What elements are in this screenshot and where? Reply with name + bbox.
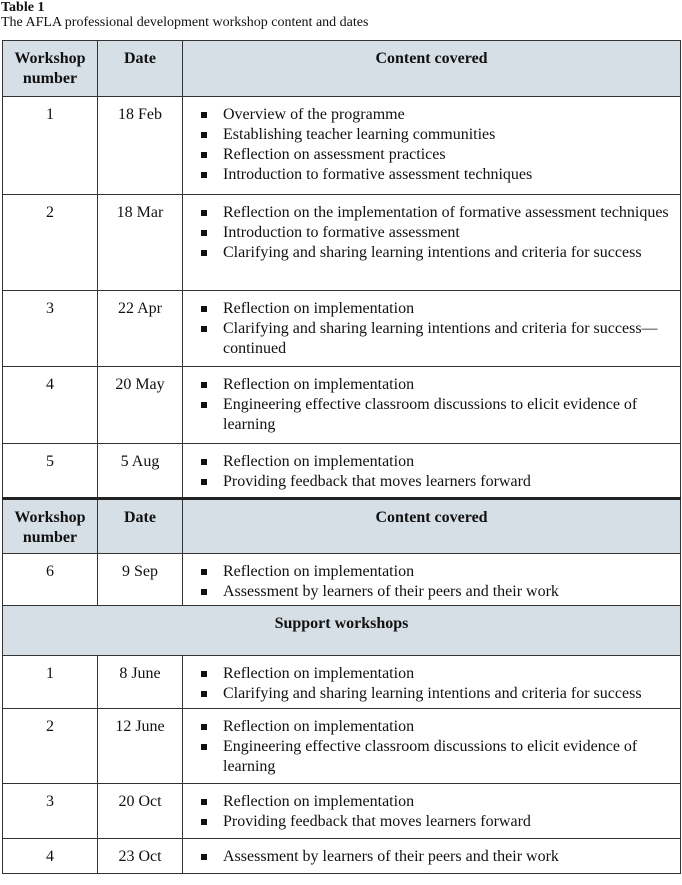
workshop-number: 4 (3, 839, 98, 874)
workshop-date: 20 Oct (98, 784, 183, 839)
content-item: Reflection on assessment practices (183, 145, 674, 165)
workshop-number: 6 (3, 554, 98, 606)
workshop-number: 3 (3, 784, 98, 839)
content-item: Assessment by learners of their peers and their work (183, 847, 674, 867)
content-item: Engineering effective classroom discussions to elicit evidence of learning (183, 737, 674, 777)
content-item: Reflection on implementation (183, 452, 674, 472)
table-row (3, 367, 681, 444)
content-list (183, 97, 680, 185)
header-number: Workshop number (3, 499, 98, 554)
header-content: Content covered (183, 499, 681, 554)
content-item: Clarifying and sharing learning intentions and criteria for success (183, 684, 674, 704)
table-row (3, 554, 681, 606)
content-list (183, 839, 680, 867)
header-row (3, 41, 681, 97)
content-item: Reflection on implementation (183, 664, 674, 684)
content-cell (183, 195, 681, 291)
workshop-date: 8 June (98, 656, 183, 709)
content-list (183, 195, 680, 263)
content-item: Reflection on implementation (183, 717, 674, 737)
workshop-date: 22 Apr (98, 291, 183, 367)
content-item: Reflection on implementation (183, 299, 674, 319)
content-item: Providing feedback that moves learners forward (183, 472, 674, 492)
table-row (3, 709, 681, 784)
content-list (183, 656, 680, 704)
workshop-date: 23 Oct (98, 839, 183, 874)
content-item: Reflection on implementation (183, 562, 674, 582)
workshop-table (2, 40, 681, 874)
table-row (3, 195, 681, 291)
workshop-number: 1 (3, 97, 98, 195)
content-list (183, 367, 680, 435)
workshop-number: 3 (3, 291, 98, 367)
workshop-number: 1 (3, 656, 98, 709)
content-item: Clarifying and sharing learning intentions and criteria for success—continued (183, 319, 674, 359)
content-cell (183, 367, 681, 444)
content-item: Reflection on the implementation of formative assessment techniques (183, 203, 674, 223)
content-cell (183, 291, 681, 367)
content-list (183, 709, 680, 777)
table-row (3, 839, 681, 874)
content-cell (183, 709, 681, 784)
support-header-row (3, 606, 681, 656)
content-list (183, 554, 680, 602)
content-item: Clarifying and sharing learning intentions and criteria for success (183, 243, 674, 263)
content-item: Introduction to formative assessment techniques (183, 165, 674, 185)
table-title: The AFLA professional development workshop content and dates (1, 15, 369, 30)
support-workshops-heading: Support workshops (3, 606, 681, 656)
workshop-date: 9 Sep (98, 554, 183, 606)
content-cell (183, 656, 681, 709)
header-row (3, 499, 681, 554)
header-date: Date (98, 499, 183, 554)
workshop-date: 18 Mar (98, 195, 183, 291)
content-item: Introduction to formative assessment (183, 223, 674, 243)
header-number: Workshop number (3, 41, 98, 97)
content-cell (183, 784, 681, 839)
workshop-date: 18 Feb (98, 97, 183, 195)
table-row (3, 97, 681, 195)
content-item: Assessment by learners of their peers and their work (183, 582, 674, 602)
workshop-date: 20 May (98, 367, 183, 444)
content-item: Providing feedback that moves learners forward (183, 812, 674, 832)
content-cell (183, 97, 681, 195)
workshop-number: 5 (3, 444, 98, 499)
table-row (3, 291, 681, 367)
workshop-date: 12 June (98, 709, 183, 784)
content-list (183, 291, 680, 359)
content-item: Reflection on implementation (183, 375, 674, 395)
table-row (3, 444, 681, 499)
workshop-number: 2 (3, 709, 98, 784)
content-list (183, 784, 680, 832)
table-row (3, 656, 681, 709)
content-item: Engineering effective classroom discussions to elicit evidence of learning (183, 395, 674, 435)
content-item: Overview of the programme (183, 105, 674, 125)
content-cell (183, 444, 681, 499)
workshop-number: 4 (3, 367, 98, 444)
header-date: Date (98, 41, 183, 97)
workshop-number: 2 (3, 195, 98, 291)
header-content: Content covered (183, 41, 681, 97)
content-cell (183, 554, 681, 606)
content-list (183, 444, 680, 492)
table-row (3, 784, 681, 839)
content-cell (183, 839, 681, 874)
content-item: Establishing teacher learning communities (183, 125, 674, 145)
workshop-date: 5 Aug (98, 444, 183, 499)
content-item: Reflection on implementation (183, 792, 674, 812)
table-label: Table 1 (1, 0, 45, 15)
